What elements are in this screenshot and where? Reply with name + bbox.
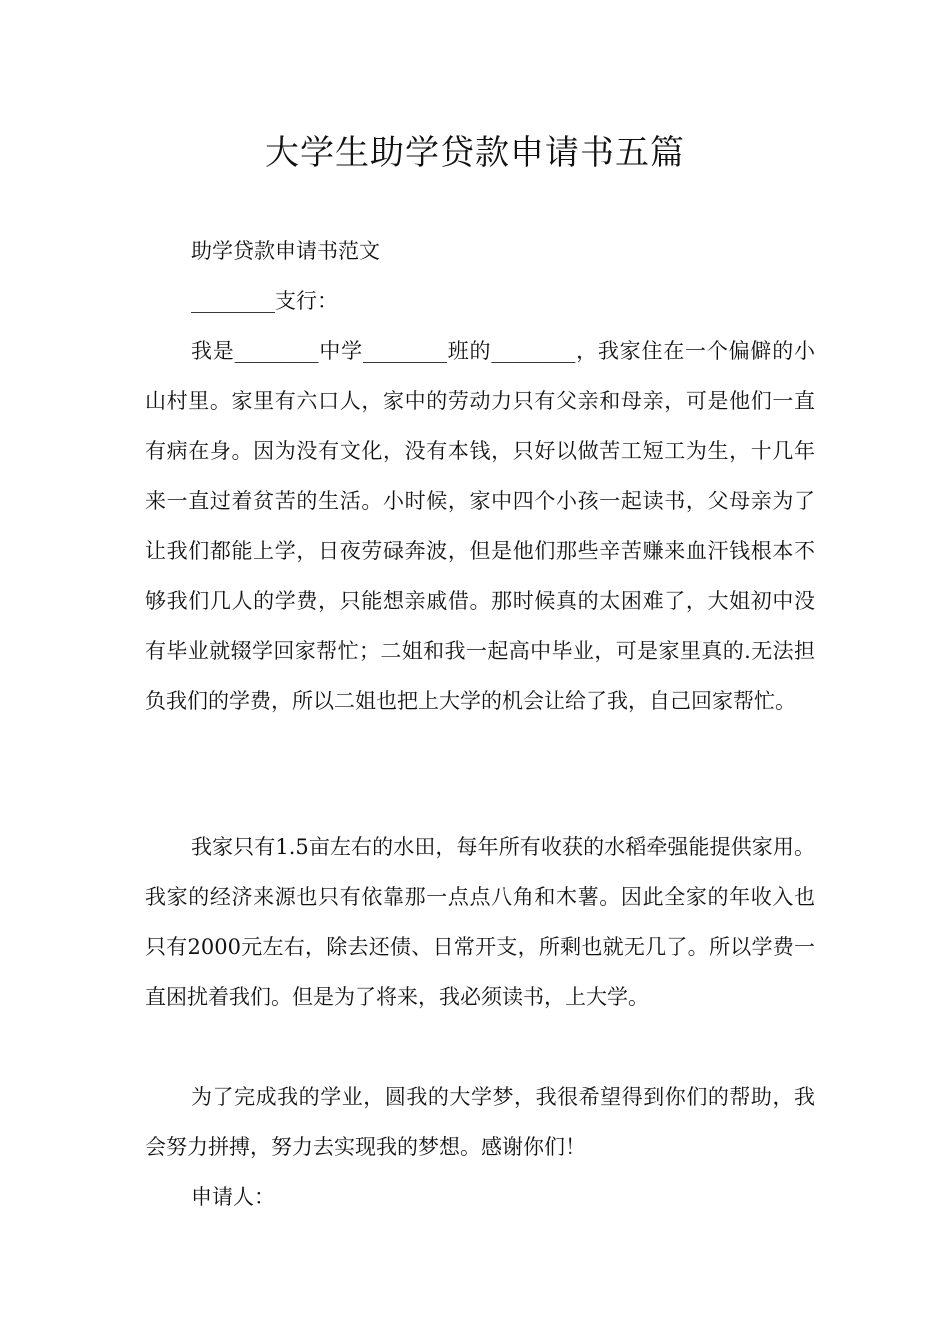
paragraph-family-income: 我家只有1.5亩左右的水田，每年所有收获的水稻牵强能提供家用。我家的经济来源也只有依靠那一点点八角和木薯。因此全家的年收入也只有2000元左右，除去还债、日常开支，所剩也就无几了。所以学费一直困扰着我们。但是为了将来，我必须读书，上大学。 bbox=[145, 835, 815, 1009]
document-title: 大学生助学贷款申请书五篇 bbox=[265, 133, 685, 173]
addressee-line: ________支行： bbox=[191, 289, 338, 313]
applicant-signature-line: 申请人： bbox=[191, 1185, 275, 1209]
paragraph-family-background: 我是________中学________班的________，我家住在一个偏僻的小山村里。家里有六口人，家中的劳动力只有父亲和母亲，可是他们一直有病在身。因为没有文化，没有本钱，只好以做苦工短工为生，十几年来一直过着贫苦的生活。小时候，家中四个小孩一起读书，父母亲为了让我们都能上学，日夜劳碌奔波，但是他们那些辛苦赚来血汗钱根本不够我们几人的学费，只能想亲戚借。那时候真的太困难了，大姐初中没有毕业就辍学回家帮忙；二姐和我一起高中毕业，可是家里真的.无法担负我们的学费，所以二姐也把上大学的机会让给了我，自己回家帮忙。 bbox=[145, 339, 815, 713]
paragraph-request: 为了完成我的学业，圆我的大学梦，我很希望得到你们的帮助，我会努力拼搏，努力去实现我的梦想。感谢你们！ bbox=[145, 1085, 815, 1159]
subheading: 助学贷款申请书范文 bbox=[191, 239, 380, 263]
